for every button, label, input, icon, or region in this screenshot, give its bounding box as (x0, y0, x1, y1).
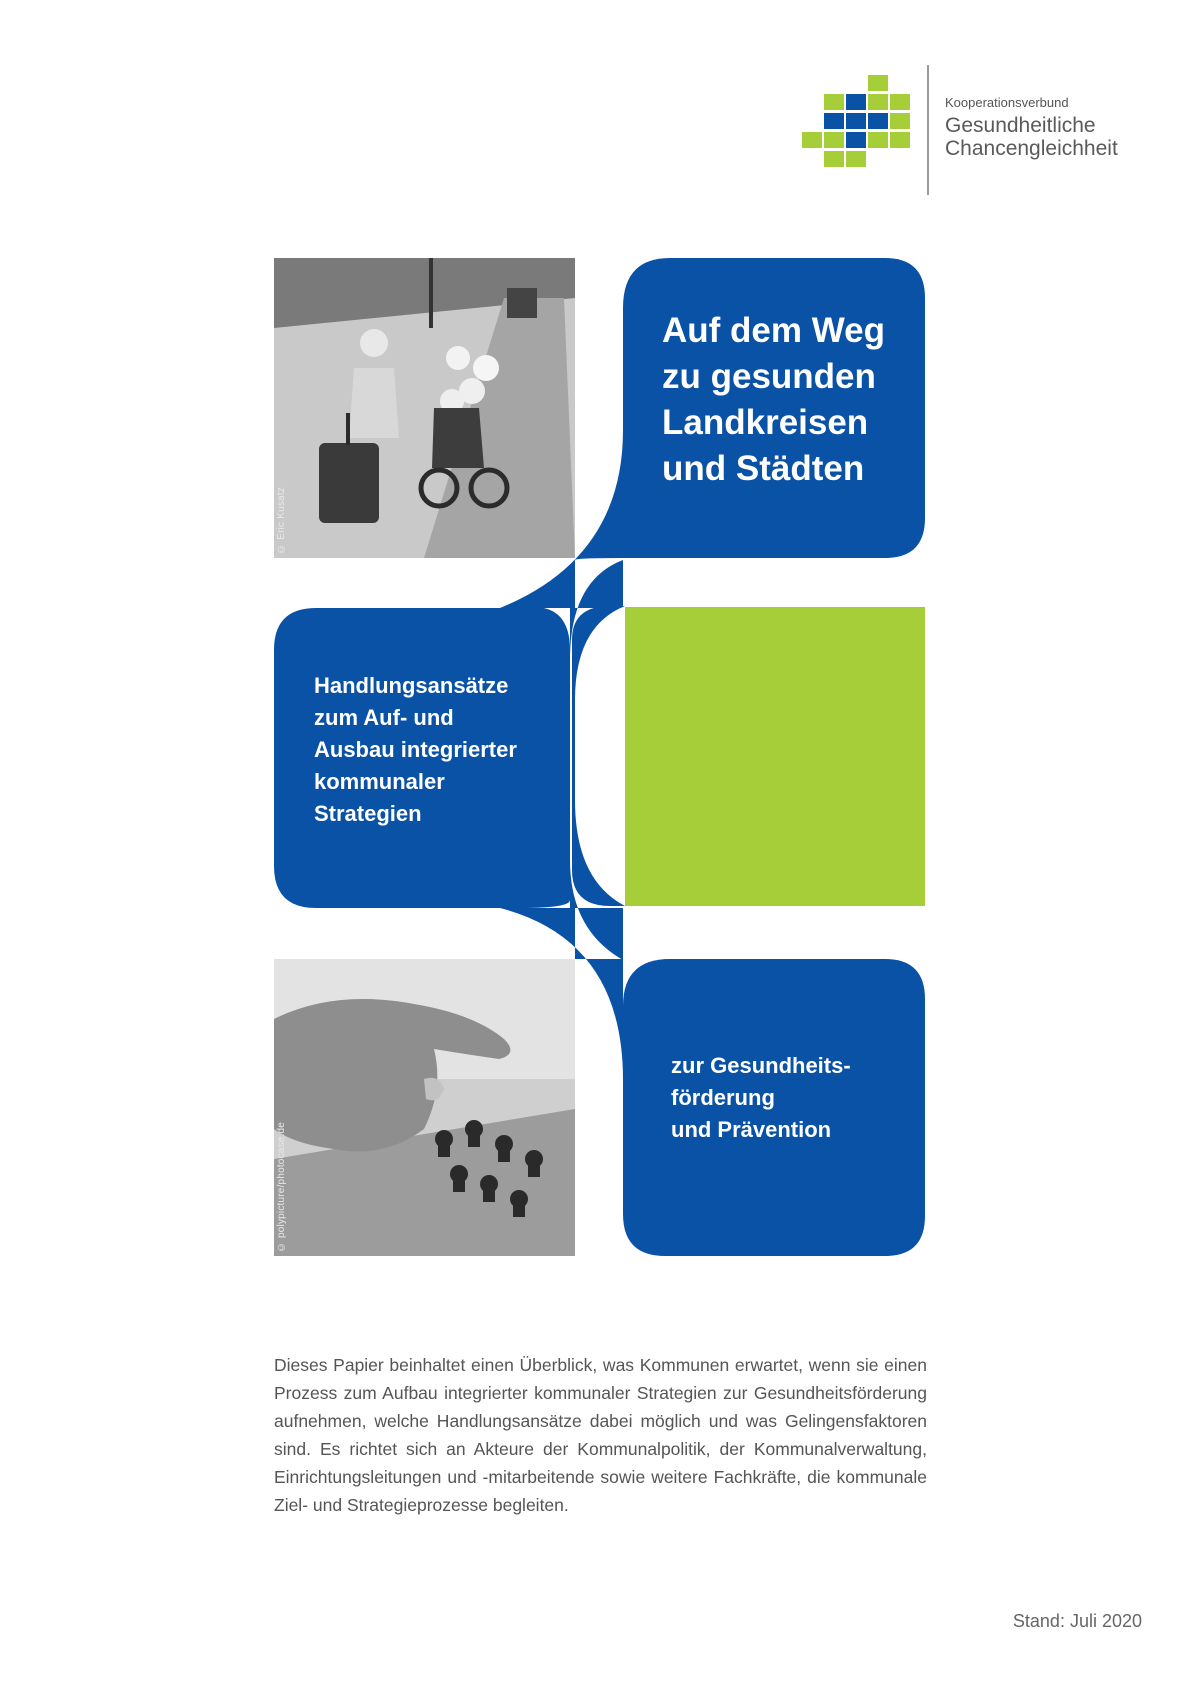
cover-title-line: Auf dem Weg (662, 311, 885, 350)
photo-credit-bottom: © polypicture/photocase.de (276, 1121, 287, 1252)
description-paragraph: Dieses Papier beinhaltet einen Überblick, was Kommunen erwartet, wenn sie einen Prozess zum Aufbau integrierter kommunaler Strategien zur Gesundheitsförderung aufnehmen, welche Handlungsansätze dabei möglich und was Gelingensfaktoren sind. Es richtet sich an Akteure der Kommunalpolitik, der Kommunalverwaltung, Einrichtungsleitungen und -mitarbeitende sowie weitere Fachkräfte, die kommunale Ziel- und Strategieprozesse begleiten. (274, 1355, 927, 1515)
photo-hand-chess (274, 959, 575, 1256)
cover-subtitle-line: Ausbau integrierter (314, 737, 517, 762)
cover-subtitle2-line: förderung (671, 1085, 775, 1110)
cover-subtitle2-line: und Prävention (671, 1117, 832, 1142)
logo-text-small: Kooperationsverbund (945, 95, 1069, 110)
cover-subtitle-line: zum Auf- und (314, 705, 454, 730)
green-square (625, 607, 925, 906)
cover-subtitle2-line: zur Gesundheits- (671, 1053, 851, 1078)
cover-subtitle-2 (671, 1050, 911, 1146)
photo-hand-image (274, 959, 575, 1256)
cover-title-line: und Städten (662, 449, 865, 488)
photo-children-wheelchair (274, 258, 575, 558)
cover-subtitle-line: Strategien (314, 801, 422, 826)
photo-credit-top: © Eric Kusatz (276, 487, 287, 554)
cover-subtitle (314, 670, 554, 830)
cover-title-line: zu gesunden (662, 357, 876, 396)
logo-text-line2: Chancengleichheit (945, 137, 1118, 160)
cover-title (662, 308, 922, 492)
cover-subtitle-line: Handlungsansätze (314, 673, 509, 698)
cover-title-line: Landkreisen (662, 403, 869, 442)
cover-subtitle-line: kommunaler (314, 769, 445, 794)
date-stamp: Stand: Juli 2020 (1012, 1611, 1142, 1631)
photo-children-image (274, 258, 575, 558)
logo-text-line1: Gesundheitliche (945, 114, 1096, 137)
